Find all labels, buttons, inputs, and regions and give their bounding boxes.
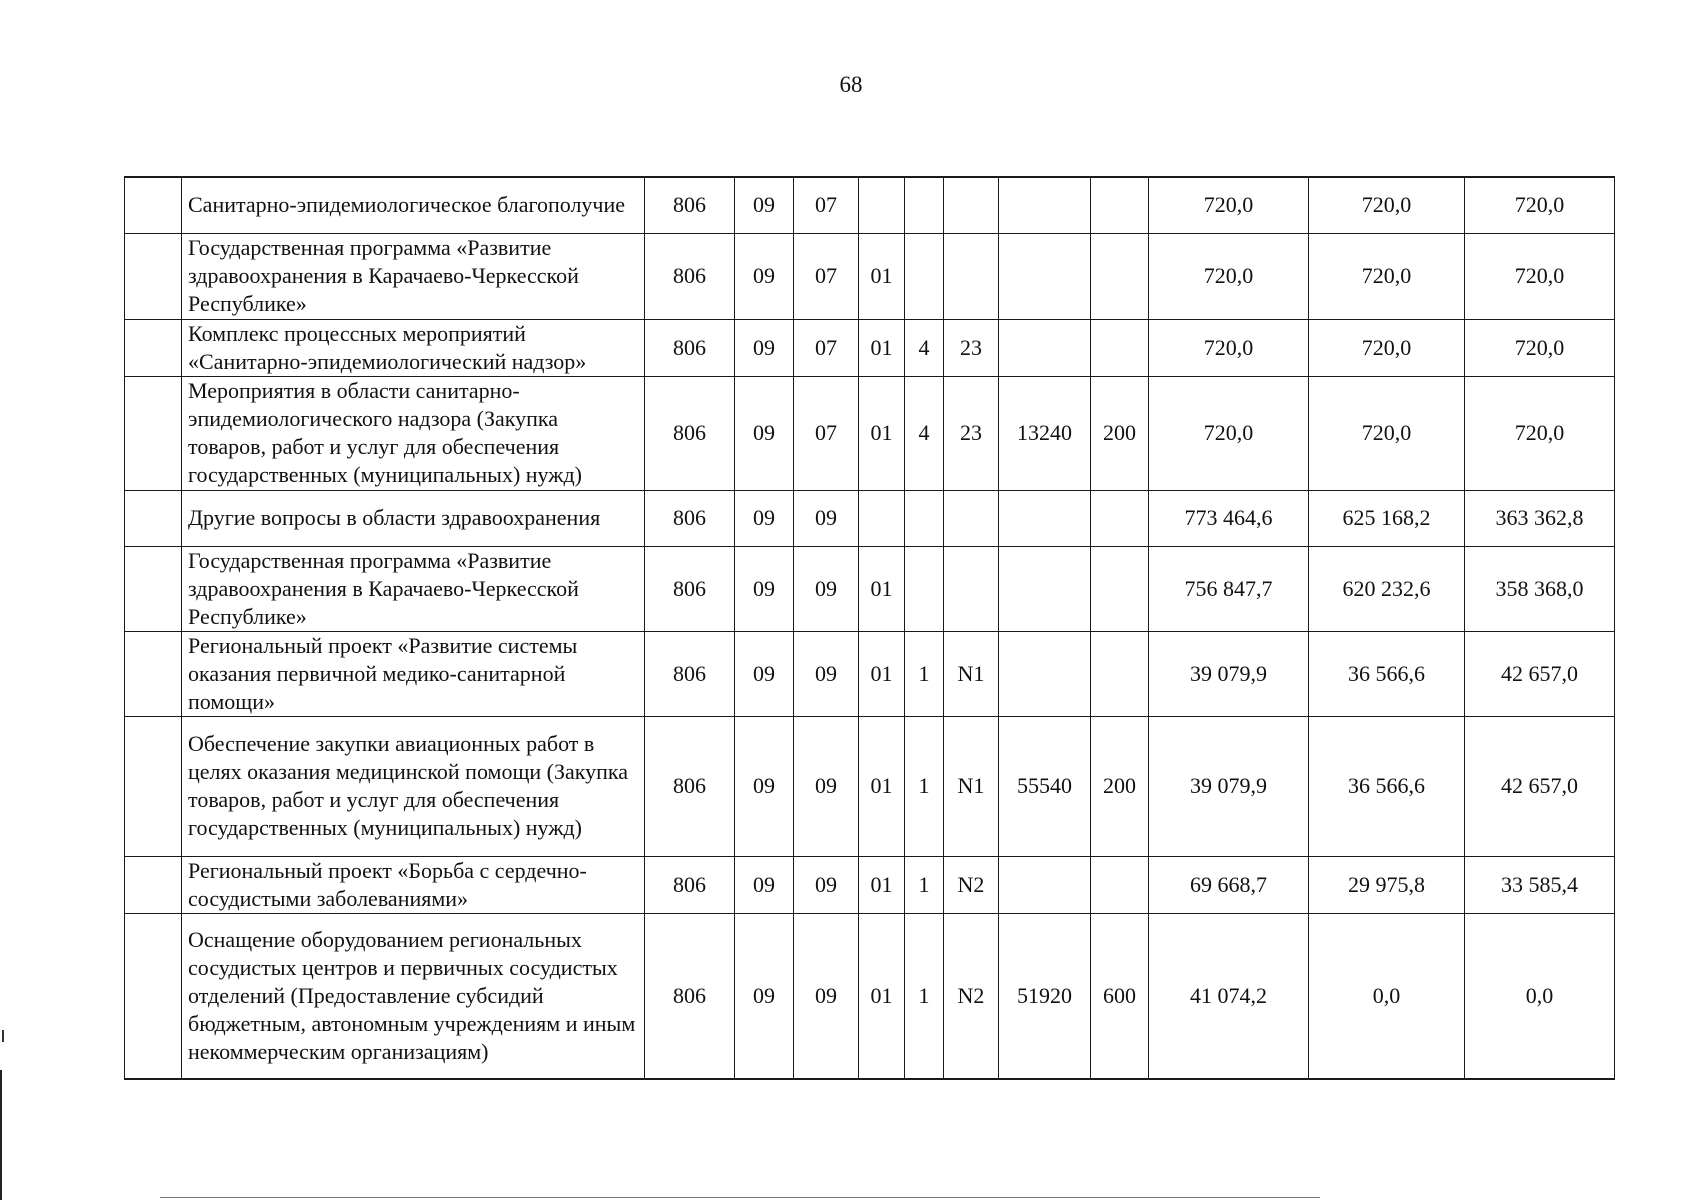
year2-amount: 29 975,8 — [1309, 856, 1465, 913]
row-name: Санитарно-эпидемиологическое благополучие — [182, 177, 645, 233]
cs-program-cell: 01 — [859, 376, 905, 490]
cs-direction-cell: 13240 — [999, 376, 1091, 490]
rz-cell: 09 — [735, 233, 794, 319]
year2-amount: 720,0 — [1309, 233, 1465, 319]
cs-direction-cell: 55540 — [999, 716, 1091, 856]
rz-cell: 09 — [735, 319, 794, 376]
pr-cell: 07 — [794, 177, 859, 233]
ved-cell: 806 — [645, 546, 735, 631]
year1-amount: 69 668,7 — [1149, 856, 1309, 913]
row-name: Государственная программа «Развитие здравоохранения в Карачаево-Черкесской Республике» — [182, 233, 645, 319]
year2-amount: 620 232,6 — [1309, 546, 1465, 631]
scan-artifact — [0, 1070, 2, 1200]
year3-amount: 720,0 — [1465, 319, 1615, 376]
cs-type-cell: 4 — [905, 319, 944, 376]
year2-amount: 0,0 — [1309, 913, 1465, 1079]
vr-cell — [1091, 319, 1149, 376]
cs-subprogram-cell: N2 — [944, 913, 999, 1079]
table-row — [125, 856, 1615, 913]
row-name: Оснащение оборудованием региональных сосудистых центров и первичных сосудистых отделений (Предоставление субсидий бюджетным, автономным учреждениям и иным некоммерческим организациям) — [182, 913, 645, 1079]
vr-cell: 600 — [1091, 913, 1149, 1079]
budget-table — [124, 176, 1615, 1080]
cs-type-cell: 1 — [905, 716, 944, 856]
year1-amount: 720,0 — [1149, 233, 1309, 319]
year3-amount: 720,0 — [1465, 177, 1615, 233]
cs-direction-cell — [999, 319, 1091, 376]
cs-subprogram-cell: N1 — [944, 716, 999, 856]
year1-amount: 720,0 — [1149, 376, 1309, 490]
row-index-cell — [125, 319, 182, 376]
table-row — [125, 716, 1615, 856]
row-index-cell — [125, 376, 182, 490]
year1-amount: 39 079,9 — [1149, 716, 1309, 856]
row-name: Обеспечение закупки авиационных работ в целях оказания медицинской помощи (Закупка товаров, работ и услуг для обеспечения государственных (муниципальных) нужд) — [182, 716, 645, 856]
ved-cell: 806 — [645, 490, 735, 546]
row-index-cell — [125, 631, 182, 716]
cs-subprogram-cell — [944, 546, 999, 631]
cs-type-cell: 1 — [905, 856, 944, 913]
vr-cell: 200 — [1091, 716, 1149, 856]
ved-cell: 806 — [645, 913, 735, 1079]
year1-amount: 720,0 — [1149, 177, 1309, 233]
scan-artifact — [2, 1030, 4, 1042]
ved-cell: 806 — [645, 319, 735, 376]
year3-amount: 42 657,0 — [1465, 631, 1615, 716]
pr-cell: 09 — [794, 716, 859, 856]
cs-program-cell — [859, 490, 905, 546]
cs-program-cell: 01 — [859, 913, 905, 1079]
row-name: Государственная программа «Развитие здравоохранения в Карачаево-Черкесской Республике» — [182, 546, 645, 631]
cs-program-cell: 01 — [859, 233, 905, 319]
table-row — [125, 913, 1615, 1079]
cs-direction-cell — [999, 856, 1091, 913]
year3-amount: 720,0 — [1465, 376, 1615, 490]
rz-cell: 09 — [735, 716, 794, 856]
cs-program-cell: 01 — [859, 856, 905, 913]
footer-rule — [160, 1197, 1320, 1198]
row-name: Мероприятия в области санитарно-эпидемиологического надзора (Закупка товаров, работ и услуг для обеспечения государственных (муниципальных) нужд) — [182, 376, 645, 490]
cs-program-cell: 01 — [859, 319, 905, 376]
cs-direction-cell — [999, 490, 1091, 546]
table-row — [125, 376, 1615, 490]
year3-amount: 42 657,0 — [1465, 716, 1615, 856]
rz-cell: 09 — [735, 631, 794, 716]
year1-amount: 41 074,2 — [1149, 913, 1309, 1079]
cs-type-cell — [905, 233, 944, 319]
ved-cell: 806 — [645, 233, 735, 319]
cs-subprogram-cell: N2 — [944, 856, 999, 913]
year3-amount: 358 368,0 — [1465, 546, 1615, 631]
year3-amount: 720,0 — [1465, 233, 1615, 319]
table-row — [125, 233, 1615, 319]
row-index-cell — [125, 856, 182, 913]
year1-amount: 756 847,7 — [1149, 546, 1309, 631]
year1-amount: 720,0 — [1149, 319, 1309, 376]
cs-direction-cell: 51920 — [999, 913, 1091, 1079]
vr-cell — [1091, 631, 1149, 716]
year2-amount: 720,0 — [1309, 376, 1465, 490]
cs-direction-cell — [999, 177, 1091, 233]
table-row — [125, 177, 1615, 233]
row-index-cell — [125, 913, 182, 1079]
cs-type-cell — [905, 546, 944, 631]
cs-direction-cell — [999, 233, 1091, 319]
vr-cell — [1091, 233, 1149, 319]
cs-type-cell — [905, 490, 944, 546]
pr-cell: 09 — [794, 546, 859, 631]
row-name: Региональный проект «Борьба с сердечно-сосудистыми заболеваниями» — [182, 856, 645, 913]
cs-program-cell: 01 — [859, 716, 905, 856]
year2-amount: 625 168,2 — [1309, 490, 1465, 546]
rz-cell: 09 — [735, 376, 794, 490]
pr-cell: 07 — [794, 376, 859, 490]
cs-subprogram-cell: 23 — [944, 319, 999, 376]
ved-cell: 806 — [645, 631, 735, 716]
cs-type-cell: 1 — [905, 631, 944, 716]
vr-cell — [1091, 490, 1149, 546]
pr-cell: 09 — [794, 631, 859, 716]
rz-cell: 09 — [735, 913, 794, 1079]
ved-cell: 806 — [645, 376, 735, 490]
year1-amount: 773 464,6 — [1149, 490, 1309, 546]
rz-cell: 09 — [735, 177, 794, 233]
table-row — [125, 631, 1615, 716]
pr-cell: 09 — [794, 856, 859, 913]
year2-amount: 720,0 — [1309, 177, 1465, 233]
cs-type-cell: 1 — [905, 913, 944, 1079]
rz-cell: 09 — [735, 546, 794, 631]
row-name: Региональный проект «Развитие системы оказания первичной медико-санитарной помощи» — [182, 631, 645, 716]
vr-cell — [1091, 546, 1149, 631]
cs-program-cell — [859, 177, 905, 233]
vr-cell — [1091, 177, 1149, 233]
year3-amount: 0,0 — [1465, 913, 1615, 1079]
cs-subprogram-cell — [944, 490, 999, 546]
year1-amount: 39 079,9 — [1149, 631, 1309, 716]
cs-direction-cell — [999, 546, 1091, 631]
year3-amount: 363 362,8 — [1465, 490, 1615, 546]
cs-subprogram-cell — [944, 177, 999, 233]
pr-cell: 09 — [794, 913, 859, 1079]
table-row — [125, 546, 1615, 631]
row-name: Комплекс процессных мероприятий «Санитарно-эпидемиологический надзор» — [182, 319, 645, 376]
pr-cell: 09 — [794, 490, 859, 546]
cs-type-cell — [905, 177, 944, 233]
row-index-cell — [125, 546, 182, 631]
row-index-cell — [125, 177, 182, 233]
table-row — [125, 490, 1615, 546]
rz-cell: 09 — [735, 490, 794, 546]
page-number: 68 — [839, 72, 863, 97]
ved-cell: 806 — [645, 856, 735, 913]
cs-direction-cell — [999, 631, 1091, 716]
cs-program-cell: 01 — [859, 631, 905, 716]
year2-amount: 36 566,6 — [1309, 631, 1465, 716]
pr-cell: 07 — [794, 319, 859, 376]
cs-program-cell: 01 — [859, 546, 905, 631]
ved-cell: 806 — [645, 177, 735, 233]
row-index-cell — [125, 716, 182, 856]
cs-subprogram-cell: N1 — [944, 631, 999, 716]
year2-amount: 36 566,6 — [1309, 716, 1465, 856]
cs-subprogram-cell: 23 — [944, 376, 999, 490]
vr-cell — [1091, 856, 1149, 913]
cs-type-cell: 4 — [905, 376, 944, 490]
row-index-cell — [125, 490, 182, 546]
row-name: Другие вопросы в области здравоохранения — [182, 490, 645, 546]
table-row — [125, 319, 1615, 376]
pr-cell: 07 — [794, 233, 859, 319]
year3-amount: 33 585,4 — [1465, 856, 1615, 913]
cs-subprogram-cell — [944, 233, 999, 319]
year2-amount: 720,0 — [1309, 319, 1465, 376]
vr-cell: 200 — [1091, 376, 1149, 490]
row-index-cell — [125, 233, 182, 319]
rz-cell: 09 — [735, 856, 794, 913]
ved-cell: 806 — [645, 716, 735, 856]
